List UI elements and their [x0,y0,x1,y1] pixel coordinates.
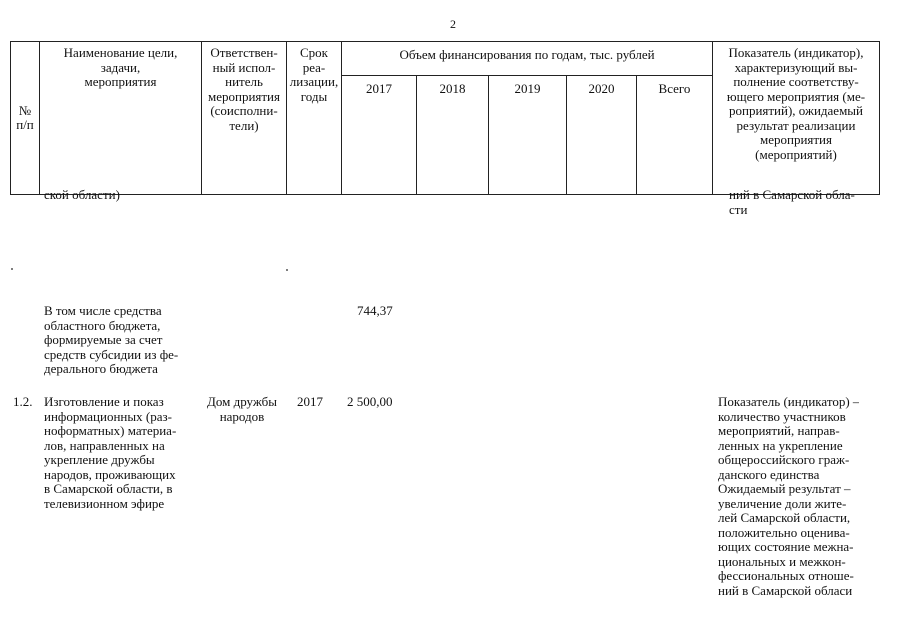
continued-name: ской области) [44,188,120,202]
scan-speck [11,268,13,270]
row-1-2-name: Изготовление и показ информационных (раз- ноформатных) материа- лов, направленных на укрепление дружбы народов, проживающих в Самарской области, в телевизионном эфире [44,395,177,511]
header-year-2017: 2017 [342,76,417,195]
row-1-2-responsible: Дом дружбы народов [206,395,278,424]
header-year-2018: 2018 [417,76,489,195]
subsidy-name: В том числе средства областного бюджета, формируемые за счет средств субсидии из фе- дерального бюджета [44,304,179,376]
header-number: № п/п [11,42,40,195]
header-year-2020: 2020 [567,76,637,195]
header-total: Всего [637,76,713,195]
header-indicator: Показатель (индикатор), характеризующий вы- полнение соответству- ющего мероприятия (ме- роприятий), ожидаемый результат реализации мероприятия (мероприятий) [713,42,880,195]
subsidy-2017: 744,37 [357,304,393,318]
row-1-2-indicator: Показатель (индикатор) – количество участников мероприятий, направ- ленных на укрепление общероссийского граж- данского единства Ожидаемый результат – увеличение доли жите- лей Самарской области, положительно оценива- ющих состояние межна- циональных и межкон- фессиональных отноше- ний в Самарской обласи [718,395,860,598]
row-1-2-term: 2017 [297,395,323,409]
header-funding: Объем финансирования по годам, тыс. рублей [342,42,713,76]
header-name: Наименование цели, задачи, мероприятия [40,42,202,195]
scan-speck [286,269,288,271]
continued-indicator: ний в Самарской обла- сти [729,188,855,217]
row-1-2-2017: 2 500,00 [347,395,393,409]
header-year-2019: 2019 [489,76,567,195]
header-term: Срок реа- лизации, годы [287,42,342,195]
table-header [10,41,880,195]
header-responsible: Ответствен- ный испол- нитель мероприятия (соисполни- тели) [202,42,287,195]
page-number: 2 [450,17,456,31]
row-1-2-number: 1.2. [13,395,33,409]
